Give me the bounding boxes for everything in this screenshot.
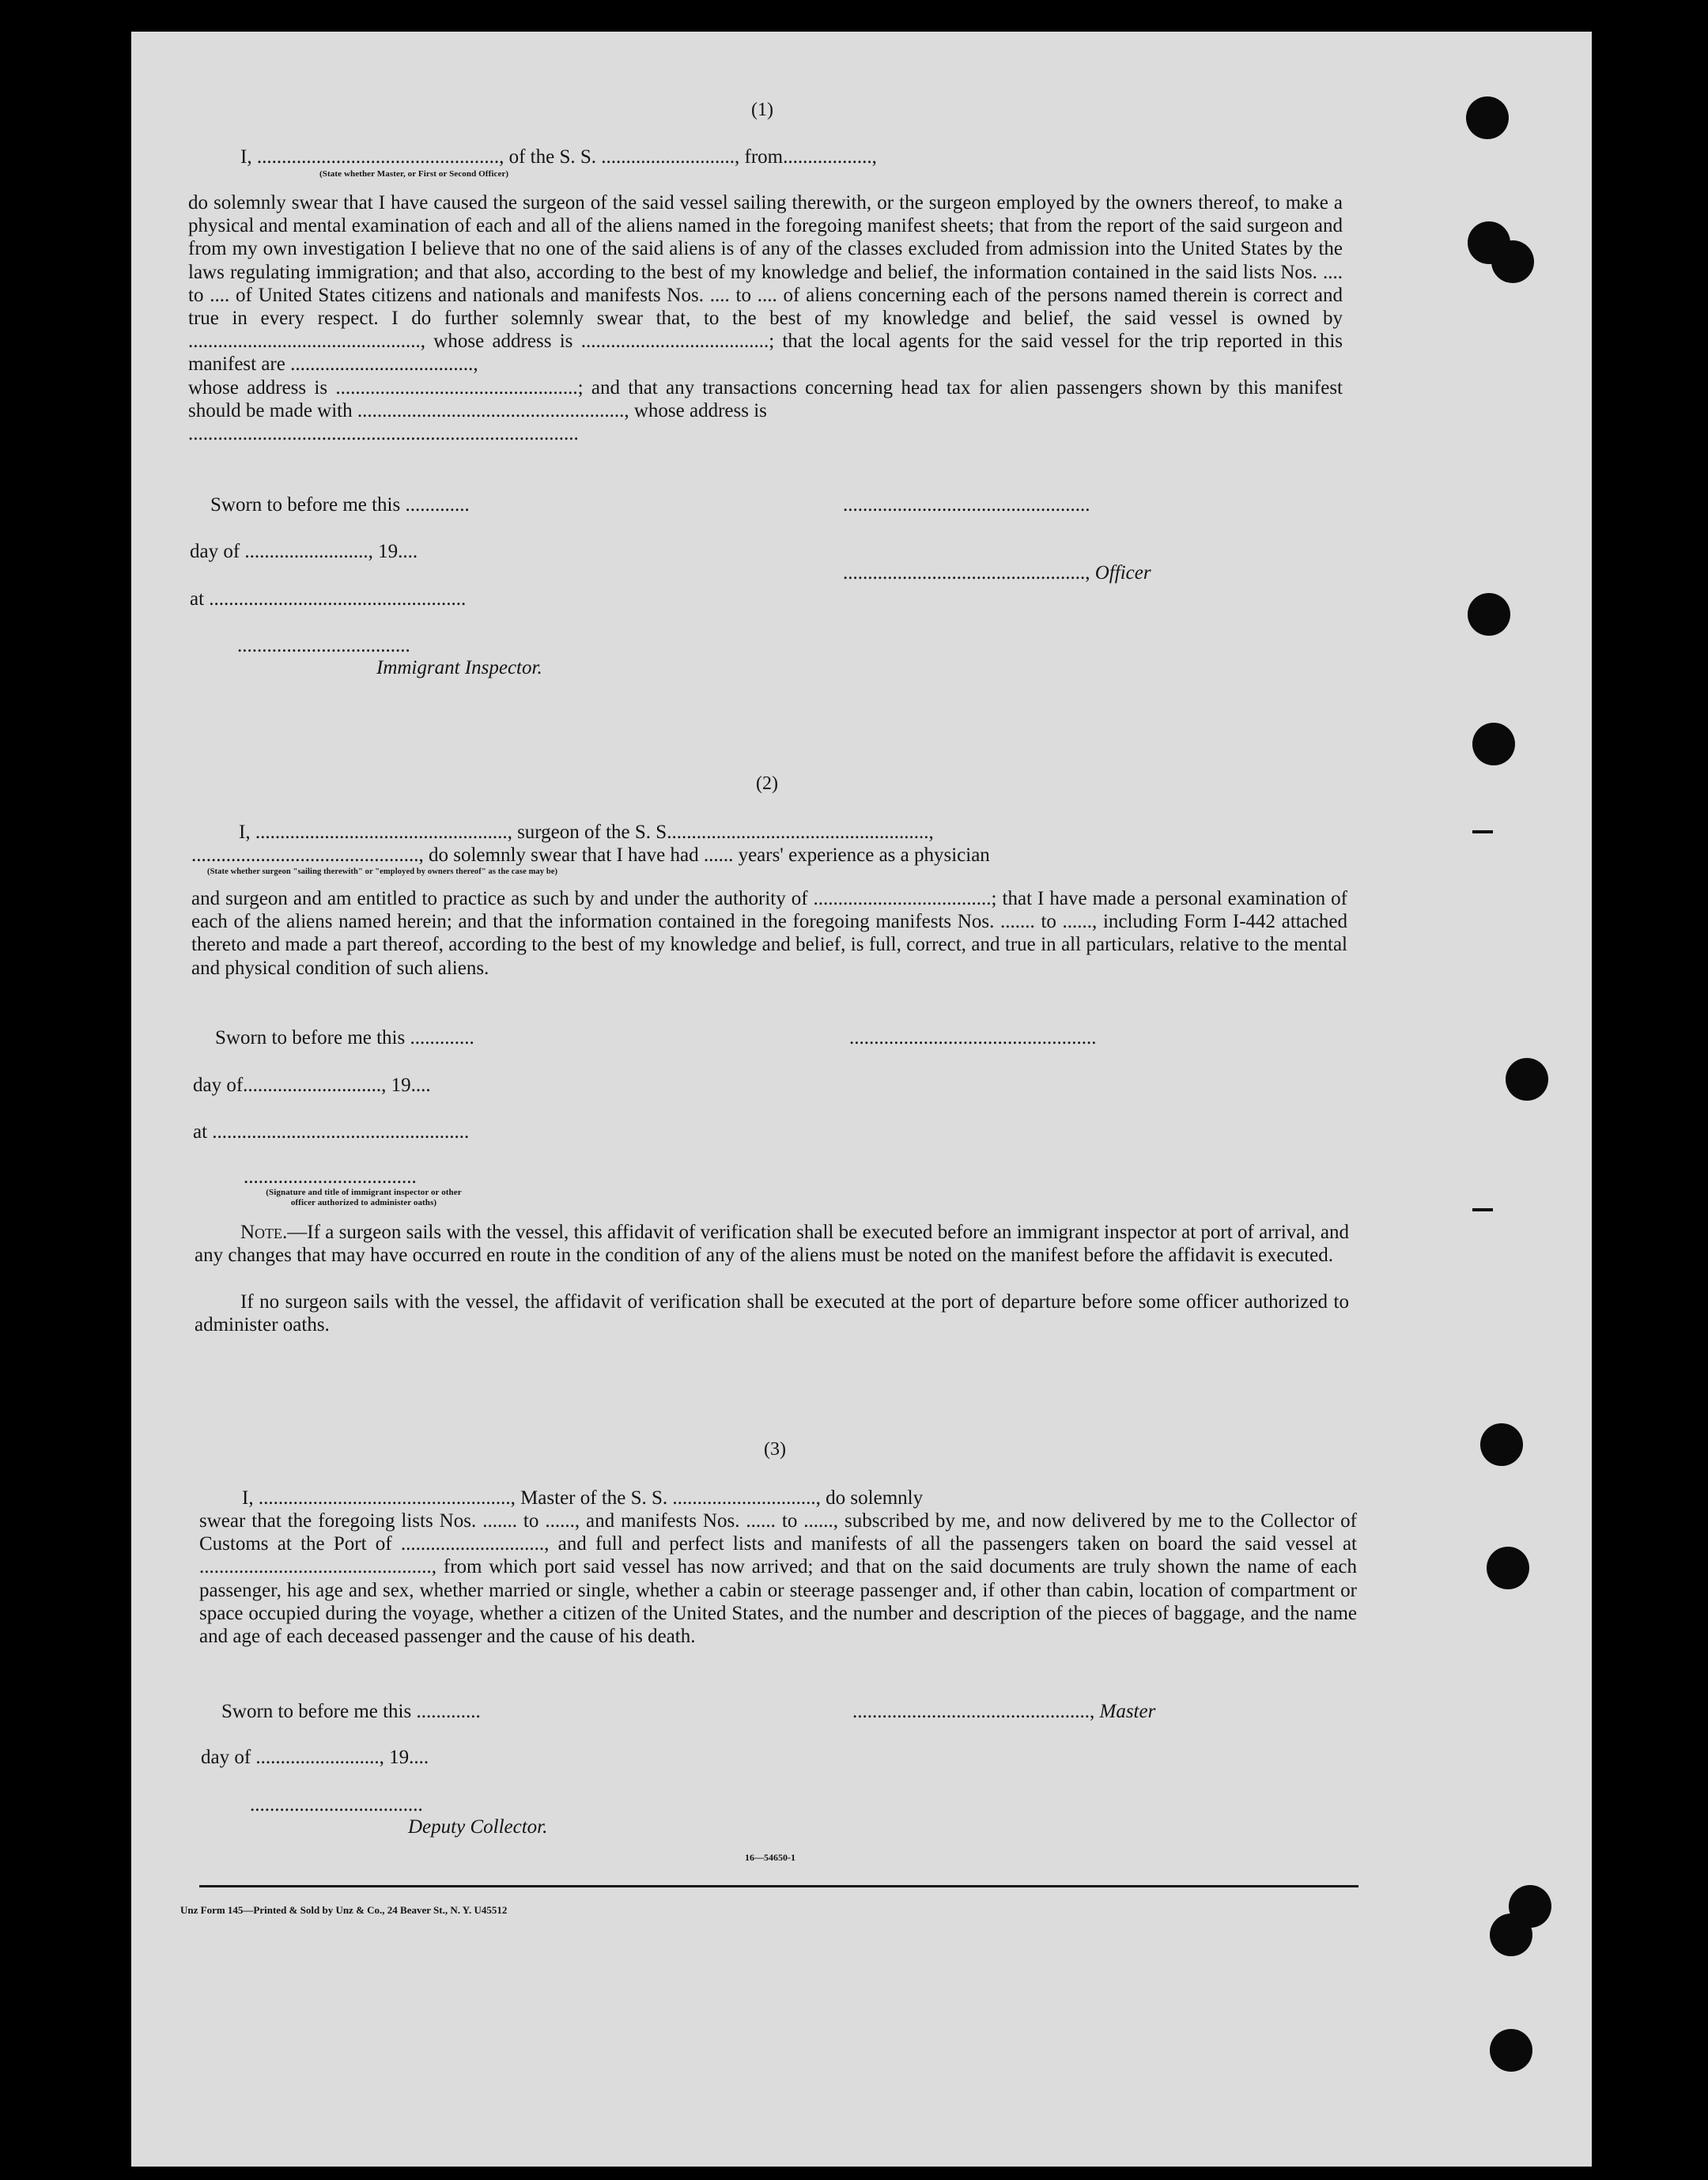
at-line-2: at .................................................... — [193, 1121, 470, 1143]
note-paragraph-2: If no surgeon sails with the vessel, the affidavit of verification shall be executed at the port of departure before some officer authorized to administer oaths. — [195, 1291, 1349, 1336]
binder-hole-icon — [1490, 2029, 1532, 2072]
document-page — [131, 32, 1592, 2167]
master-label: Master — [1099, 1701, 1156, 1722]
binder-hole-icon — [1490, 1914, 1532, 1956]
margin-mark — [1472, 830, 1493, 833]
sworn-line-3: Sworn to before me this ............. — [221, 1701, 481, 1722]
officer-label: Officer — [1094, 562, 1151, 584]
collector-dots: ................................... — [250, 1794, 423, 1815]
binder-hole-icon — [1506, 1058, 1548, 1101]
section-2-body: and surgeon and am entitled to practice as such by and under the authority of ....................................; that I have made a personal examination of each of the aliens named herein; and that the information contained in the foregoing manifests Nos. ....... to ......, including Form I-442 attached thereto and made a part thereof, according to the best of my knowledge and belief, is full, correct, and true in all particulars, relative to the mental and physical condition of such aliens. — [191, 888, 1347, 979]
note-text: —If a surgeon sails with the vessel, this affidavit of verification shall be executed before an immigrant inspector at port of arrival, and any changes that may have occurred en route in the condition of any of the aliens must be noted on the manifest before the affidavit is executed. — [195, 1222, 1349, 1267]
binder-hole-icon — [1472, 723, 1515, 765]
binder-hole-icon — [1468, 593, 1510, 636]
note-label: Note. — [240, 1222, 288, 1243]
day-of-line-1: day of ........................., 19.... — [190, 541, 418, 562]
section-2-line1: I, ..................................................., surgeon of the S. S....................................................., — [239, 822, 934, 843]
deputy-collector-label: Deputy Collector. — [408, 1816, 548, 1838]
bleed-through-mark — [1302, 63, 1311, 99]
section-1-number: (1) — [751, 100, 773, 120]
inspector-dots-1: ................................... — [237, 635, 410, 656]
section-1-body: do solemnly swear that I have caused the surgeon of the said vessel sailing therewith, or the surgeon employed by the owners thereof, to make a physical and mental examination of each and all of the aliens named in the foregoing manifest sheets; that from the report of the said surgeon and from my own investigation I believe that no one of the said aliens is of any of the classes excluded from admission into the United States by the laws regulating immigration; and that also, according to the best of my knowledge and belief, the information contained in the said lists Nos. .... to .... of United States citizens and nationals and manifests Nos. .... to .... of aliens concerning each of the persons named therein is correct and true in every respect. I do further solemnly swear that, to the best of my knowledge and belief, the said vessel is owned by ..............................................., whose address is ......................................; that the local agents for the said vessel for the trip reported in this manifest are ....................................., whose address is .................................................; and that any transactions concerning head tax for alien passengers shown by this manifest should be made with ......................................................, whose address is ............................................................................... — [188, 192, 1343, 445]
officer-dots-1: .................................................. — [843, 494, 1090, 516]
inspector-note: (Signature and title of immigrant inspector or other officer authorized to administer oaths) — [266, 1188, 462, 1207]
sworn-line-1: Sworn to before me this ............. — [210, 494, 470, 516]
bleed-through-mark — [1249, 1732, 1349, 1756]
surgeon-note: (State whether surgeon "sailing therewith" or "employed by owners thereof" as the case may be) — [207, 867, 558, 876]
footer-rule — [199, 1885, 1358, 1887]
section-3-number: (3) — [764, 1439, 786, 1460]
section-1-line1: I, ................................................., of the S. S. ..........................., from.................., — [240, 146, 877, 168]
section-2-line2: .............................................., do solemnly swear that I have had ...... years' experience as a physician — [191, 844, 990, 866]
immigrant-inspector-label: Immigrant Inspector. — [376, 657, 542, 678]
at-line-1: at .................................................... — [190, 588, 467, 610]
printer-imprint: Unz Form 145—Printed & Sold by Unz & Co., 24 Beaver St., N. Y. U45512 — [180, 1904, 508, 1916]
binder-hole-icon — [1491, 240, 1534, 283]
day-of-line-3: day of ........................., 19.... — [201, 1747, 429, 1768]
margin-mark — [1472, 1208, 1493, 1211]
day-of-line-2: day of............................, 19.... — [193, 1075, 431, 1096]
sworn-line-2: Sworn to before me this ............. — [215, 1027, 474, 1048]
officer-dots: ................................................., — [843, 562, 1095, 584]
master-note: (State whether Master, or First or Second Officer) — [319, 169, 509, 179]
binder-hole-icon — [1466, 96, 1509, 139]
officer-dots-2 — [843, 561, 1151, 584]
inspector-dots-2: ................................... — [244, 1166, 417, 1188]
section-3-line1: I, ..................................................., Master of the S. S. ............................., do solemnly — [242, 1487, 924, 1509]
form-code: 16—54650-1 — [745, 1852, 795, 1863]
binder-hole-icon — [1480, 1423, 1523, 1466]
signature-dots-2: .................................................. — [849, 1027, 1097, 1048]
section-3-body: swear that the foregoing lists Nos. ....... to ......, and manifests Nos. ...... to ......, subscribed by me, and now delivered by me to the Collector of Customs at the Port of ............................., and full and perfect lists and manifests of all the passengers taken on board the said vessel at ..............................................., from which port said vessel has now arrived; and that on the said documents are truly shown the name of each passenger, his age and sex, whether married or single, whether a cabin or steerage passenger and, if other than cabin, location of compartment or space occupied during the voyage, whether a citizen of the United States, and the number and description of the pieces of baggage, and the name and age of each deceased passenger and the cause of his death. — [199, 1510, 1357, 1648]
section-2-number: (2) — [756, 773, 778, 794]
note-paragraph — [195, 1221, 1349, 1267]
master-dots: ................................................, — [852, 1701, 1100, 1722]
master-signature — [852, 1700, 1155, 1723]
binder-hole-icon — [1487, 1547, 1529, 1589]
